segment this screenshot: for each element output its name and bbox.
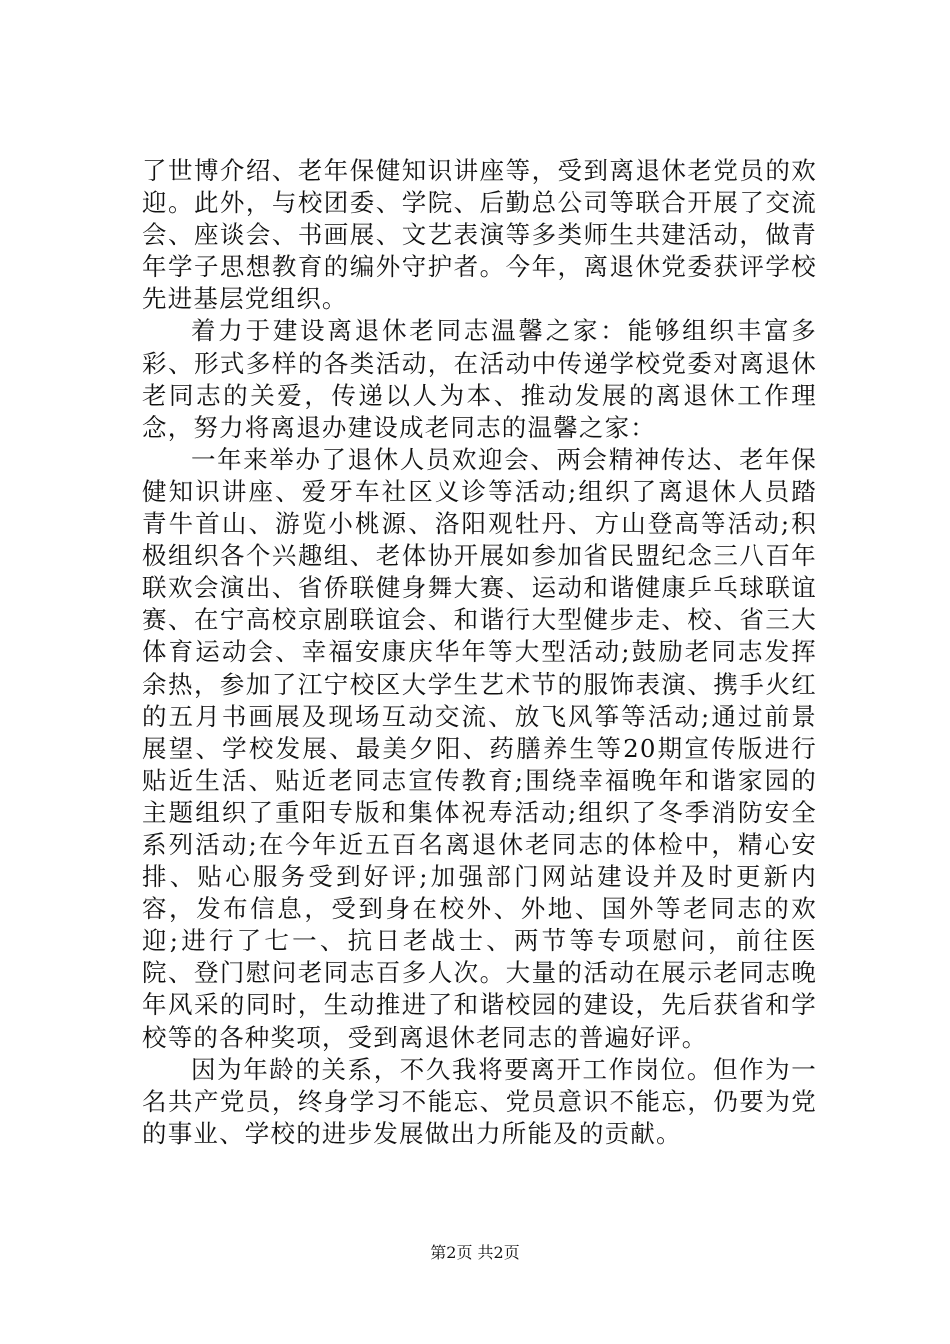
document-body	[142, 155, 817, 1150]
paragraph-closing: 因为年龄的关系，不久我将要离开工作岗位。但作为一名共产党员，终身学习不能忘、党员意识不能忘，仍要为党的事业、学校的进步发展做出力所能及的贡献。	[142, 1054, 817, 1148]
paragraph-warm-home: 着力于建设离退休老同志温馨之家：能够组织丰富多彩、形式多样的各类活动，在活动中传递学校党委对离退休老同志的关爱，传递以人为本、推动发展的离退休工作理念，努力将离退办建设成老同志的温馨之家：	[142, 316, 817, 442]
page-footer: 第2页 共2页	[430, 1243, 520, 1262]
paragraph-continuation: 了世博介绍、老年保健知识讲座等，受到离退休老党员的欢迎。此外，与校团委、学院、后勤总公司等联合开展了交流会、座谈会、书画展、文艺表演等多类师生共建活动，做青年学子思想教育的编外守护者。今年，离退休党委获评学校先进基层党组织。	[142, 156, 817, 314]
paragraph-activities: 一年来举办了退休人员欢迎会、两会精神传达、老年保健知识讲座、爱牙车社区义诊等活动;组织了离退休人员踏青牛首山、游览小桃源、洛阳观牡丹、方山登高等活动;积极组织各个兴趣组、老体协开展如参加省民盟纪念三八百年联欢会演出、省侨联健身舞大赛、运动和谐健康乒乓球联谊赛、在宁高校京剧联谊会、和谐行大型健步走、校、省三大体育运动会、幸福安康庆华年等大型活动;鼓励老同志发挥余热，参加了江宁校区大学生艺术节的服饰表演、携手火红的五月书画展及现场互动交流、放飞风筝等活动;通过前景展望、学校发展、最美夕阳、药膳养生等20期宣传版进行贴近生活、贴近老同志宣传教育;围绕幸福晚年和谐家园的主题组织了重阳专版和集体祝寿活动;组织了冬季消防安全系列活动;在今年近五百名离退休老同志的体检中，精心安排、贴心服务受到好评;加强部门网站建设并及时更新内容，发布信息，受到身在校外、外地、国外等老同志的欢迎;进行了七一、抗日老战士、两节等专项慰问，前往医院、登门慰问老同志百多人次。大量的活动在展示老同志晚年风采的同时，生动推进了和谐校园的建设，先后获省和学校等的各种奖项，受到离退休老同志的普遍好评。	[142, 444, 817, 1052]
